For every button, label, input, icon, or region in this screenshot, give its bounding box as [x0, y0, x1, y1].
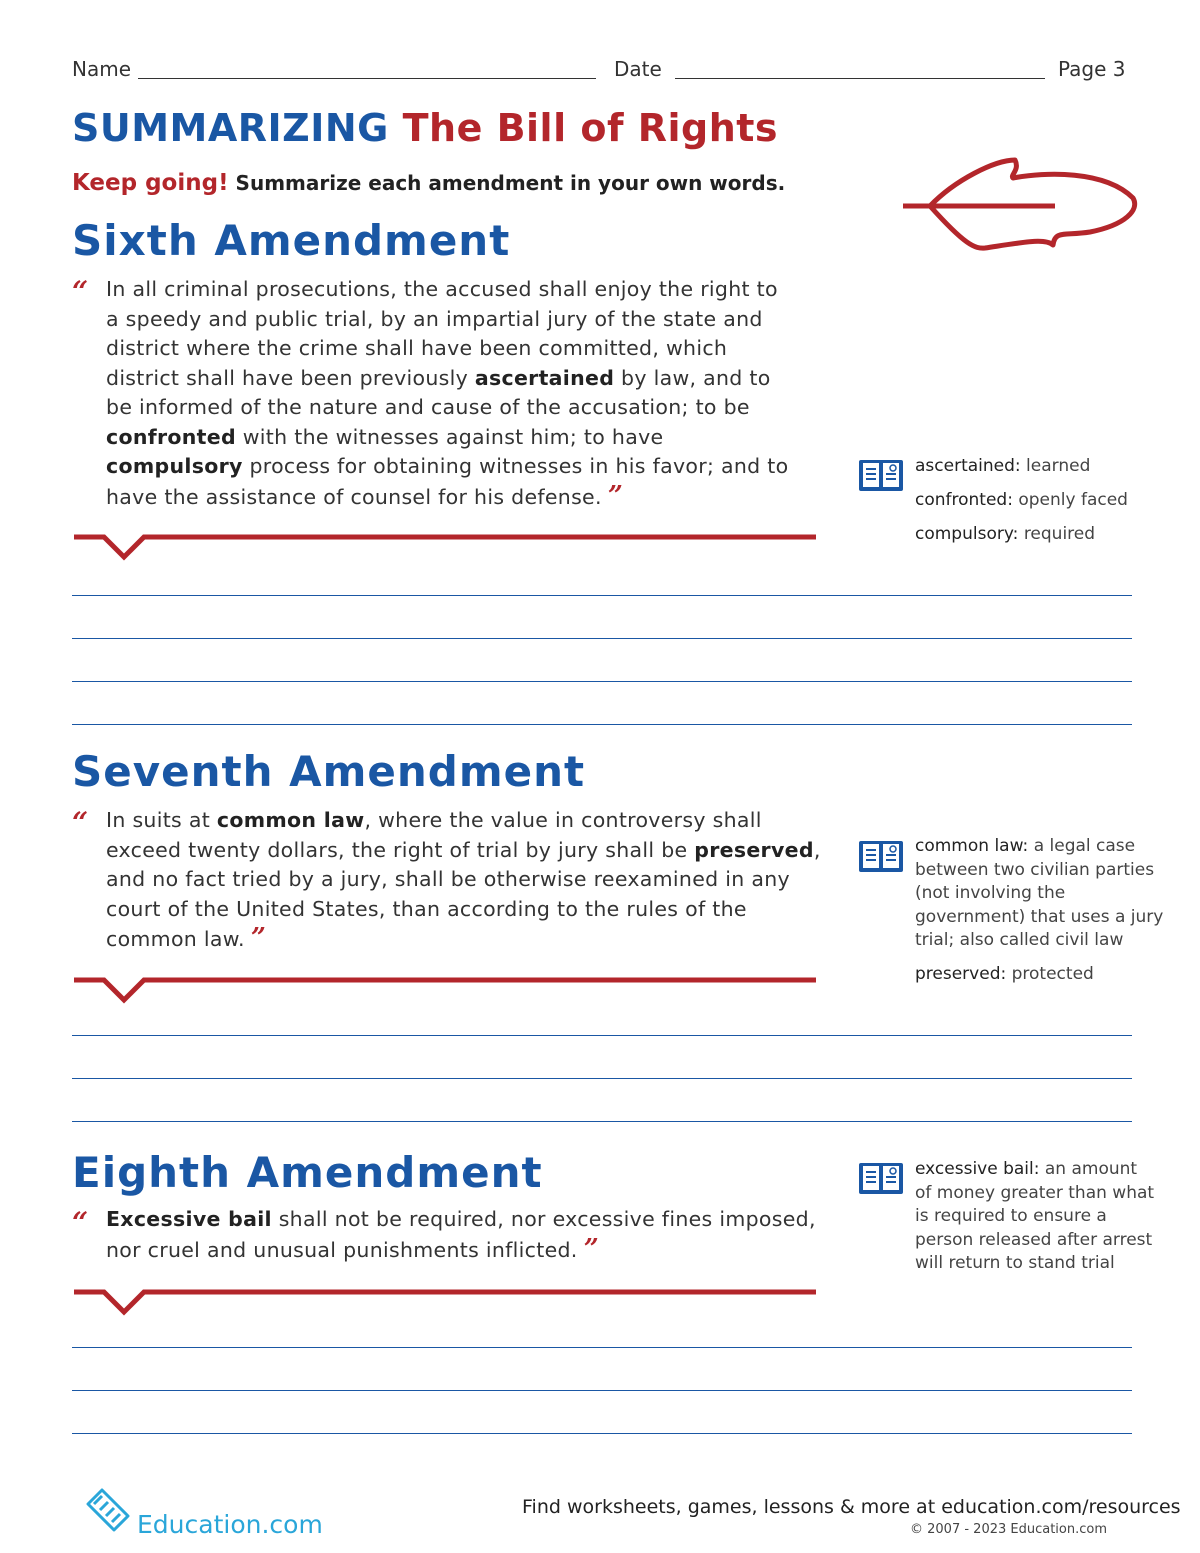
date-label: Date	[614, 57, 662, 81]
sixth-amendment-text	[106, 275, 796, 512]
name-field[interactable]	[138, 78, 596, 79]
vocab-entry: common law: a legal case between two civilian parties (not involving the government) that uses a jury trial; also called civil law	[915, 836, 1164, 950]
quote-text: with the witnesses against him; to have	[235, 424, 664, 449]
education-logo-text[interactable]: Education.com	[137, 1510, 323, 1539]
vocab-term: preserved	[694, 837, 814, 862]
vocab-entry: preserved: protected	[915, 963, 1094, 984]
sixth-vocab	[915, 455, 1128, 547]
close-quote-icon: ”	[577, 1233, 596, 1264]
section-divider	[72, 1285, 818, 1319]
instructions-text: Summarize each amendment in your own words.	[235, 171, 786, 195]
quote-text: , and no fact tried by a jury, shall be otherwise reexamined in any court of the United States, than according to the rules of the common law.	[106, 837, 821, 951]
section-heading-eighth: Eighth Amendment	[72, 1148, 543, 1197]
instructions	[72, 170, 785, 196]
date-field[interactable]	[675, 78, 1045, 79]
writing-line[interactable]	[72, 638, 1132, 639]
name-label: Name	[72, 57, 132, 81]
open-quote-icon: “	[72, 806, 86, 839]
close-quote-icon: ”	[244, 923, 263, 953]
title-part2: The Bill of Rights	[402, 106, 779, 150]
quote-text: process for obtaining witnesses in his favor; and to have the assistance of counsel for his defense.	[106, 454, 789, 509]
writing-line[interactable]	[72, 1347, 1132, 1348]
eighth-amendment-text	[106, 1205, 846, 1265]
close-quote-icon: ”	[601, 480, 620, 511]
writing-line[interactable]	[72, 595, 1132, 596]
footer-tagline[interactable]: Find worksheets, games, lessons & more at education.com/resources	[522, 1496, 1181, 1518]
writing-line[interactable]	[72, 1390, 1132, 1391]
section-divider	[72, 973, 818, 1007]
quote-text: shall not be required, nor excessive fines imposed, nor cruel and unusual punishments inflicted.	[106, 1207, 816, 1262]
section-divider	[72, 530, 818, 564]
open-quote-icon: “	[72, 275, 86, 308]
book-icon	[858, 1160, 904, 1196]
seventh-vocab	[915, 835, 1165, 986]
section-heading-sixth: Sixth Amendment	[72, 216, 511, 265]
section-heading-seventh: Seventh Amendment	[72, 747, 586, 796]
vocab-term: compulsory	[106, 454, 243, 478]
book-icon	[858, 838, 904, 874]
quote-text: , where the value in controversy shall exceed twenty dollars, the right of trial by jury shall be	[106, 808, 762, 862]
vocab-entry: excessive bail: an amount of money greater than what is required to ensure a person released after arrest will return to stand trial	[915, 1159, 1155, 1273]
writing-line[interactable]	[72, 1035, 1132, 1036]
quote-text: In suits at	[106, 808, 217, 832]
quill-feather-icon	[895, 150, 1145, 260]
vocab-term: confronted	[106, 424, 236, 449]
seventh-amendment-text	[106, 806, 836, 955]
eighth-vocab	[915, 1158, 1155, 1276]
writing-line[interactable]	[72, 1121, 1132, 1122]
quote-text: In all criminal prosecutions, the accused shall enjoy the right to a speedy and public trial, by an impartial jury of the state and district where the crime shall have been committed, which district shall have been previously	[106, 277, 778, 390]
education-logo-icon	[82, 1484, 134, 1536]
writing-line[interactable]	[72, 681, 1132, 682]
open-quote-icon: “	[72, 1206, 86, 1239]
vocab-entry: ascertained: learned	[915, 456, 1091, 476]
vocab-entry: confronted: openly faced	[915, 490, 1128, 510]
vocab-term: Excessive bail	[106, 1207, 272, 1231]
instructions-lead: Keep going!	[72, 170, 229, 196]
title-part1: SUMMARIZING	[72, 106, 389, 150]
page-title	[72, 106, 778, 150]
vocab-entry: compulsory: required	[915, 524, 1096, 544]
writing-line[interactable]	[72, 724, 1132, 725]
copyright: © 2007 - 2023 Education.com	[910, 1522, 1108, 1537]
writing-line[interactable]	[72, 1433, 1132, 1434]
writing-line[interactable]	[72, 1078, 1132, 1079]
book-icon	[858, 457, 904, 493]
page-number: Page 3	[1058, 57, 1126, 81]
vocab-term: common law	[216, 808, 365, 832]
quote-text: by law, and to be informed of the nature and cause of the accusation; to be	[106, 365, 771, 419]
vocab-term: ascertained	[474, 365, 615, 390]
